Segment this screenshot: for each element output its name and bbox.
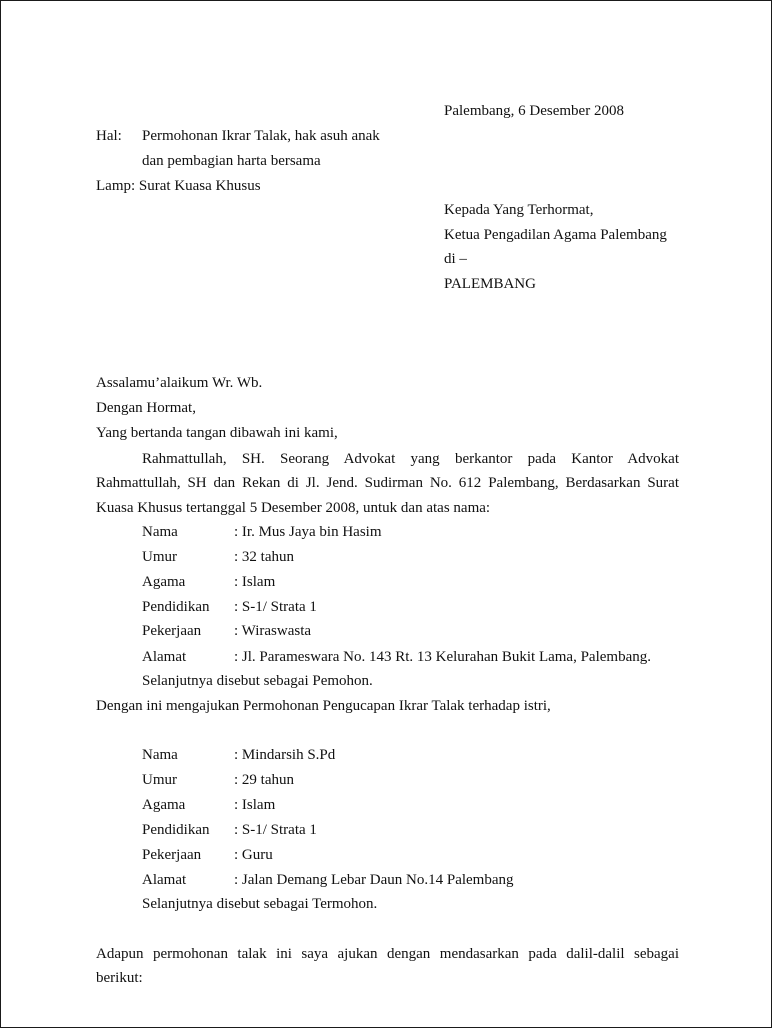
pemohon-alamat-value: : Jl. Parameswara No. 143 Rt. 13 Kelurahan Bukit Lama, Palembang.	[234, 649, 651, 665]
termohon-agama-label: Agama	[142, 797, 186, 813]
paragraph2: Dengan ini mengajukan Permohonan Pengucapan Ikrar Talak terhadap istri,	[96, 698, 551, 714]
paragraph1-line1: Rahmattullah, SH. Seorang Advokat yang berkantor pada Kantor Advokat	[142, 451, 679, 467]
pemohon-pendidikan-value: : S-1/ Strata 1	[234, 599, 317, 615]
recipient-line2: Ketua Pengadilan Agama Palembang	[444, 227, 667, 243]
pemohon-umur-label: Umur	[142, 549, 177, 565]
paragraph1-line3: Kuasa Khusus tertanggal 5 Desember 2008, untuk dan atas nama:	[96, 500, 491, 516]
pemohon-pendidikan-label: Pendidikan	[142, 599, 210, 615]
hal-subject-line2: dan pembagian harta bersama	[142, 153, 321, 169]
termohon-alamat-label: Alamat	[142, 872, 187, 888]
termohon-pendidikan-label: Pendidikan	[142, 822, 210, 838]
termohon-umur-value: : 29 tahun	[234, 772, 294, 788]
recipient-line3: di –	[444, 251, 467, 267]
termohon-pendidikan-value: : S-1/ Strata 1	[234, 822, 317, 838]
termohon-pekerjaan-value: : Guru	[234, 847, 273, 863]
paragraph3-line1: Adapun permohonan talak ini saya ajukan dengan mendasarkan pada dalil-dalil sebagai	[96, 946, 679, 962]
pemohon-nama-label: Nama	[142, 524, 178, 540]
pemohon-agama-value: : Islam	[234, 574, 276, 590]
termohon-pekerjaan-label: Pekerjaan	[142, 847, 202, 863]
termohon-note: Selanjutnya disebut sebagai Termohon.	[142, 896, 378, 912]
pemohon-alamat-label: Alamat	[142, 649, 187, 665]
pemohon-note: Selanjutnya disebut sebagai Pemohon.	[142, 673, 373, 689]
pemohon-agama-label: Agama	[142, 574, 186, 590]
pemohon-pekerjaan-value: : Wiraswasta	[234, 623, 312, 639]
dengan-hormat: Dengan Hormat,	[96, 400, 196, 416]
lampiran: Lamp: Surat Kuasa Khusus	[96, 178, 261, 194]
recipient-line1: Kepada Yang Terhormat,	[444, 202, 594, 218]
pemohon-umur-value: : 32 tahun	[234, 549, 294, 565]
termohon-nama-value: : Mindarsih S.Pd	[234, 747, 336, 763]
termohon-agama-value: : Islam	[234, 797, 276, 813]
place-date: Palembang, 6 Desember 2008	[444, 103, 624, 119]
pemohon-pekerjaan-label: Pekerjaan	[142, 623, 202, 639]
hal-subject-line1: Permohonan Ikrar Talak, hak asuh anak	[142, 128, 380, 144]
recipient-line4: PALEMBANG	[444, 276, 536, 292]
pemohon-nama-value: : Ir. Mus Jaya bin Hasim	[234, 524, 382, 540]
paragraph1-line2: Rahmattullah, SH dan Rekan di Jl. Jend. Sudirman No. 612 Palembang, Berdasarkan Surat	[96, 475, 679, 491]
hal-label: Hal:	[96, 128, 122, 144]
intro-line: Yang bertanda tangan dibawah ini kami,	[96, 425, 338, 441]
termohon-umur-label: Umur	[142, 772, 177, 788]
termohon-nama-label: Nama	[142, 747, 178, 763]
termohon-alamat-value: : Jalan Demang Lebar Daun No.14 Palembang	[234, 872, 514, 888]
salam: Assalamu’alaikum Wr. Wb.	[96, 375, 263, 391]
paragraph3-line2: berikut:	[96, 970, 143, 986]
